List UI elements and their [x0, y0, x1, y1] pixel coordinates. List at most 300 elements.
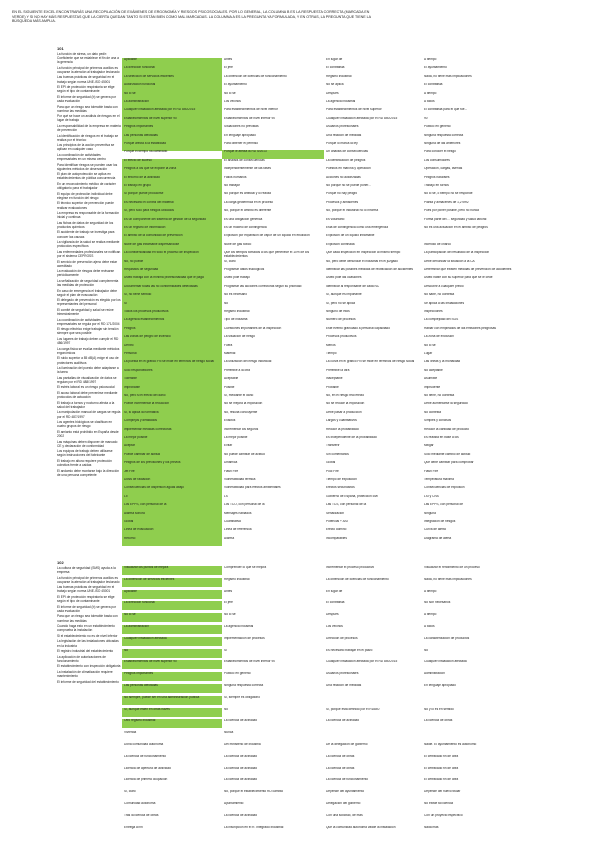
answer-cell: No lo se: [424, 343, 436, 347]
answer-cell: La participación del resultado de la inspección: [424, 251, 490, 255]
answer-cell: Los vecinos: [224, 100, 241, 103]
answer-cell: Nada más: [424, 825, 439, 829]
answer-cell: Cualquier instalación afectada: [424, 660, 467, 664]
correct-answer-cell: Porque le afecta la RD 5/2013: [222, 150, 324, 159]
correct-answer-cell: Alarma sonora: [122, 512, 222, 521]
answer-cell: Vulnerabilidad para efectos ambientales: [224, 486, 281, 490]
correct-answer-cell: La administración: [122, 625, 222, 634]
answer-cell: [324, 696, 422, 705]
correct-answer-cell: Peligros de los previsiones y los previos: [122, 461, 222, 470]
answer-cell: La licencia de funcionamiento: [124, 754, 166, 758]
question-text: La aplicación de autorizaciones de funcionamiento: [57, 654, 106, 663]
question-text: El trabajo a turnos y nocturno afecta a la salud del trabajador: [57, 400, 115, 409]
section-label-101: 101: [57, 46, 64, 51]
question-text: Los equipos de trabajo deben utilizarse según instrucciones del fabricante: [57, 449, 113, 458]
answer-cell: LSI y CNS: [424, 494, 439, 498]
answer-row: [122, 708, 583, 717]
question-text: El EPI de protección respiratoria se elige según el tipo de contaminante: [57, 85, 115, 94]
question-text: La coordinación de actividades empresariales en un mismo centro: [57, 152, 106, 162]
answer-cell: Administración: [424, 672, 445, 676]
answer-cell: A tiempo: [424, 58, 437, 61]
answer-cell: No se reduce la exposición: [326, 402, 365, 406]
answer-cell: No, en el riesgo real efecto: [326, 394, 365, 397]
answer-cell: Simples y concisos: [424, 419, 452, 423]
correct-answer-cell: Sí porque puede producirse: [122, 192, 222, 201]
answer-cell: No contesta: [424, 410, 442, 414]
question-text: Para que un riesgo sea tolerable basta con nombrar las medidas: [57, 614, 118, 623]
correct-answer-cell: Porque afecta a la estabilidad: [122, 142, 222, 151]
answer-cell: Procesos y almacenes: [326, 200, 359, 204]
answer-cell: Preferible a la otra: [224, 368, 251, 372]
correct-answer-cell: No, no puede: [122, 260, 222, 269]
question-text: La iluminación del puesto debe adaptarse a la tarea: [57, 366, 119, 375]
question-text: El establecimiento con inspección obligatoria: [57, 664, 121, 669]
answer-cell: Nada, no tiene más implicaciones: [424, 577, 472, 581]
answer-cell: Usted pide las ocasiones: [326, 276, 362, 280]
answer-cell: Para obtener el permiso: [224, 142, 259, 145]
answer-cell: Nadie. El ayuntamiento es autónomo: [424, 743, 477, 746]
answer-cell: Con un proyecto específico: [424, 813, 463, 817]
answer-cell: Nube de gas tóxico: [224, 242, 252, 246]
answer-cell: La agencia industrial: [224, 625, 254, 628]
answer-cell: Fuera: [224, 343, 233, 347]
question-text: Por qué se hace un análisis de riesgos en el lugar de trabajo: [57, 114, 120, 123]
answer-cell: La licencia de obras: [326, 766, 355, 770]
correct-answer-cell: Sí, aunque estén en otras naves: [122, 708, 222, 717]
answer-cell: Tipo de industria: [224, 318, 248, 322]
answer-cell: No y lo es en sentido: [424, 707, 454, 711]
answer-cell: No se mejora la exposición: [224, 402, 263, 406]
question-text: Las enfermedades profesionales se notifican por el sistema CEPROSS: [57, 249, 121, 258]
answer-cell: Puestos en marcha y operación: [326, 167, 371, 171]
question-text: El informe de seguridad del establecimiento: [57, 679, 119, 684]
answer-cell: No: [224, 301, 229, 305]
answer-cell: Los consumidores: [424, 158, 450, 162]
answer-cell: Pues por poner posible, pero no nunca: [424, 209, 479, 213]
answer-cell: Sólo mediante cambio de actitud: [424, 452, 471, 456]
answer-cell: Global: [326, 461, 336, 465]
answer-row: [122, 537, 583, 546]
answer-cell: El certificado fin de obra: [424, 766, 459, 770]
correct-answer-cell: No lo se: [122, 613, 222, 622]
correct-answer-cell: Documentar todas las no conformidades detectadas: [122, 285, 222, 294]
answer-cell: Debe pasar a producción: [326, 410, 362, 414]
answer-cell: Incrementar los seguros: [224, 427, 259, 431]
answer-cell: Establecimientos de nivel inferior 90: [224, 116, 276, 120]
question-text: La coordinación de actividades empresariales se regula por el RD 171/2004: [57, 317, 120, 326]
answer-cell: La zona de exclusión: [424, 335, 454, 339]
answer-cell: Que cada inspección en inspección al mismo tiempo: [326, 251, 401, 255]
question-text: La identificación de riesgos en el trabajo se realiza por el técnico: [57, 133, 119, 142]
answer-cell: Nada, no tiene más implicaciones: [424, 74, 472, 78]
correct-answer-cell: Sí, no tiene sentido: [122, 293, 222, 302]
answer-cell: A tiempo: [424, 589, 437, 593]
answer-cell: No puede cambiar de actitud: [224, 452, 265, 456]
correct-answer-cell: Aplicable: [122, 58, 222, 67]
answer-cell: Licencia de apertura de actividad: [124, 766, 171, 770]
correct-answer-cell: La dirección funcional: [122, 601, 222, 610]
answer-cell: Alarma: [224, 536, 235, 540]
answer-cell: La licencia de actividad: [224, 813, 257, 817]
intro-text: EN EL SIGUIENTE EXCEL ENCONTRARÁS UNA RECOPILACIÓN DE EXÁMENES DE ERGONOMÍA Y RIESGOS PSICOSOCIALES. POR LO GENERAL, LA COLUMNA B ES LA RESPUESTA CORRECTA (MARCADA EN VERDE) Y SI NO HAY MÁS RESPUESTAS QUE LA CIERTA QUEDAN TANTO SI ESTÁN BIEN COMO MAL MARCADAS. LA COLUMNA A ES LA PREGUNTA YA FORMULADA, Y EN OTRAS, LA PREGUNTA QUE TIENE LA BÚSQUEDA MÁS AMPLIA.: [12, 10, 371, 24]
answer-cell: Cuantitativa: [224, 520, 241, 523]
answer-cell: Nunca: [224, 731, 234, 735]
question-text: La cultura de seguridad (SMS) ayuda a la empresa: [57, 566, 116, 575]
answer-cell: Registro industrial: [326, 74, 352, 78]
question-text: Los principios de la acción preventiva se aplican en cualquier caso: [57, 143, 115, 152]
question-text: El registro industrial del establecimiento: [57, 649, 114, 654]
question-text: El andamio debe montarse bajo la dirección de una persona competente: [57, 468, 120, 477]
answer-cell: La licencia de obras: [326, 754, 355, 758]
answer-cell: Usuarios profesionales: [326, 672, 359, 676]
answer-cell: Operación, cargas, averías: [424, 167, 463, 171]
question-text: Las máquinas deben disponer de marcado CE y declaración de conformidad: [57, 439, 118, 448]
answer-cell: A todos: [424, 625, 435, 628]
answer-cell: Determinar que existen medidas de prevención de accidentes: [424, 268, 512, 271]
answer-cell: Hablar con empleados de las emisiones peligrosas: [424, 326, 496, 330]
answer-cell: La utilización del riesgo individual: [224, 360, 272, 364]
answer-cell: Identificar al responsable de cada NC: [326, 284, 380, 288]
answer-cell: No lo se: [224, 91, 236, 95]
answer-cell: Trabajo en turnos: [424, 184, 449, 187]
answer-cell: Menos: [326, 343, 336, 347]
answer-cell: Debe denunciar la situación a la CA: [424, 259, 475, 263]
correct-answer-cell: Las zonas de peligro de incendio: [122, 335, 222, 344]
answer-row: [122, 755, 583, 764]
answer-cell: Flash Fire: [224, 469, 239, 473]
answer-cell: Mensajes hablados: [224, 511, 252, 515]
answer-row: [122, 767, 583, 776]
answer-cell: Evitar: [224, 444, 233, 448]
question-text: La manipulación manual de cargas se regula por el RD 487/1997: [57, 410, 121, 419]
question-text: El informe de seguridad (b) se genera por cada evaluación: [57, 94, 117, 103]
answer-cell: Tras la licencia de obras: [124, 813, 159, 817]
question-text: Los lugares de trabajo deben cumplir el RD 486/1997: [57, 337, 119, 346]
correct-answer-cell: Visualizar los puntos de mejora: [122, 566, 222, 575]
question-text: La instalación de climatización requiere mantenimiento: [57, 669, 113, 679]
answer-cell: A tiempo: [424, 613, 437, 617]
answer-cell: El certificado fin de obra: [424, 754, 459, 758]
answer-row: [122, 660, 583, 669]
answer-cell: No, porque el industrial no lo informa: [326, 209, 379, 213]
correct-answer-cell: La agencia establecimientos: [122, 318, 222, 327]
answer-cell: Programar datos fisiológicos: [224, 268, 265, 271]
answer-cell: Sí, aunque es importante: [326, 293, 362, 297]
correct-answer-cell: Peligros importantes: [122, 672, 222, 681]
question-text: Los agentes biológicos se clasifican en cuatro grupos de riesgo: [57, 420, 113, 429]
answer-cell: Depende del ayuntamiento: [326, 790, 365, 794]
answer-row: [122, 672, 583, 681]
answer-cell: Asumible: [424, 377, 438, 381]
question-text: El informe de seguridad (b) se genera por cada evaluación: [57, 604, 117, 613]
answer-cell: La agencia industrial: [326, 100, 356, 103]
answer-row: [122, 731, 583, 740]
answer-cell: Registro industrial: [224, 577, 250, 581]
answer-cell: Señalización: [326, 511, 345, 515]
answer-cell: Los TCO, con personal de la: [224, 503, 265, 507]
answer-cell: Para establecimientos de nivel superior: [326, 108, 382, 112]
answer-cell: Probable: [326, 385, 339, 389]
question-text: El amianto está prohibido en España desde 2002: [57, 429, 119, 438]
answer-cell: No se aplica: [326, 83, 344, 87]
answer-row: [122, 684, 583, 693]
answer-cell: Explosión por expansión de vapor de un líquido en ebullición: [224, 234, 310, 238]
question-text: Las buenas prácticas de seguridad en el trabajo según norma UNE-ISO 45001: [57, 75, 115, 84]
answer-cell: Las líneas y la mortalidad: [424, 360, 461, 364]
question-text: El técnico superior de prevención puede realizar evaluaciones: [57, 201, 114, 210]
answer-cell: Peligros naturales: [424, 175, 450, 179]
question-text: La responsabilidad de la empresa en materia de prevención: [57, 123, 121, 132]
answer-cell: Dinámica: [224, 461, 238, 465]
correct-answer-cell: Tolerable: [122, 377, 222, 386]
correct-answer-cell: Retorno: [122, 537, 222, 546]
answer-cell: A todos: [424, 100, 435, 103]
answer-row: [122, 613, 583, 622]
question-text: La carga física se evalúa mediante métodos ergonómicos: [57, 346, 120, 355]
answer-cell: Preferible la otra: [326, 368, 350, 372]
answer-cell: La licencia de actividad: [224, 766, 257, 770]
question-text: Las pantallas de visualización de datos se regulan por el RD 488/1997: [57, 375, 117, 384]
answer-cell: Sí, pero no se aplica: [326, 301, 356, 305]
answer-cell: Incrementar el proceso productivo: [326, 566, 375, 569]
answer-row: [122, 637, 583, 646]
answer-cell: Tiempo: [326, 352, 337, 355]
question-text: La función principal de primeros auxilios es ocuparse la atención al trabajador lesionado: [57, 65, 120, 74]
answer-cell: Porque lo marca la ley: [326, 142, 358, 145]
question-text: El comité de seguridad y salud se reúne trimestralmente: [57, 307, 114, 317]
answer-cell: La licencia de actividad: [224, 754, 257, 758]
section-label-102: 102: [57, 560, 64, 565]
answer-cell: Es necesario trabajar en el plazo: [326, 648, 373, 652]
correct-answer-cell: Sólo respondedores: [122, 369, 222, 378]
correct-answer-cell: Usted trabaja con la mínima profesionalidad que le paga: [122, 276, 222, 285]
question-text: La vigilancia de la salud se realiza mediante protocolos específicos: [57, 240, 120, 249]
correct-answer-cell: Es necesario el control del material: [122, 201, 222, 210]
answer-cell: Posible: [224, 385, 235, 389]
answer-row: [122, 802, 583, 811]
answer-cell: Las TCS, con personal de la: [326, 503, 367, 507]
correct-answer-cell: Complejos y detallados: [122, 419, 222, 428]
correct-answer-cell: Aceptar: [122, 444, 222, 453]
answer-cell: No son necesarios: [424, 601, 451, 605]
question-text: El estrés laboral es un riesgo psicosocial: [57, 385, 115, 390]
question-text: El equipo de protección individual debe elegirse en función del riesgo: [57, 191, 113, 200]
correct-answer-cell: Peligros: [122, 327, 222, 336]
correct-answer-cell: Sí, si aplica la normativa: [122, 411, 222, 420]
correct-answer-cell: Establecimientos de nivel superior 90: [122, 117, 222, 126]
answer-cell: Cualquier instalación afectada por el RD 840/2015: [326, 660, 398, 664]
correct-answer-cell: Es un registro de información: [122, 226, 222, 235]
answer-cell: Cuestiones importantes de la inspección: [224, 326, 282, 330]
answer-cell: Porque el tiempo ha cambiado: [124, 150, 168, 154]
answer-cell: Incomparables: [326, 536, 347, 540]
answer-cell: Entrega al fin: [124, 825, 143, 829]
answer-cell: Establecimientos de nivel inferior 90: [224, 660, 276, 664]
question-text: El trabajo en altura requiere protección colectiva frente a caídas: [57, 458, 112, 467]
correct-answer-cell: Improbable: [122, 386, 222, 395]
answer-cell: Forma parte del ... seguridad y salud laboral: [424, 217, 487, 221]
answer-cell: La complejidad del SGS: [424, 318, 459, 322]
answer-cell: Es un modelo de contingencia: [224, 226, 267, 229]
answer-cell: Sí: [224, 648, 228, 652]
answer-cell: La identificación de peligros: [326, 158, 366, 162]
answer-cell: Descubrir a cualquier precio: [424, 284, 464, 288]
answer-cell: Gobierno de España, protección civil: [326, 494, 378, 498]
correct-answer-cell: El entorno de la actividad: [122, 176, 222, 185]
answer-cell: A tiempo: [424, 91, 437, 95]
answer-cell: Público en general: [424, 125, 451, 129]
question-text: El riesgo eléctrico exige trabajar sin tensión siempre que sea posible: [57, 327, 119, 336]
answer-cell: El análisis de consecuencias: [224, 158, 265, 162]
answer-cell: Vivienda: [124, 731, 137, 735]
answer-row: [122, 590, 583, 599]
correct-answer-cell: Las personas afectadas: [122, 134, 222, 143]
question-text: El servicio de prevención ajeno debe estar acreditado: [57, 259, 118, 268]
answer-cell: En lugar de: [326, 58, 343, 61]
answer-cell: Identificar las posibles medidas de rectificación de accidentes: [326, 268, 413, 271]
answer-cell: Comunidad autónoma: [124, 802, 156, 805]
answer-cell: No porque no se puede poner...: [326, 184, 371, 187]
answer-cell: La licencia de obras: [424, 719, 453, 723]
answer-cell: El contratista: [326, 601, 345, 605]
correct-answer-cell: Sí, pero solo para riesgos ubicados: [122, 209, 222, 218]
answer-cell: Implementación de procesos: [224, 636, 265, 640]
question-text: El acoso laboral debe prevenirse mediante protocolos de actuación: [57, 391, 118, 400]
answer-cell: No lo se: [224, 613, 236, 617]
answer-cell: Explosión de un líquido inflamable: [326, 234, 375, 238]
answer-cell: Es voluntario: [326, 217, 345, 221]
answer-cell: Registro industrial: [224, 310, 250, 313]
answer-cell: Mitigar: [424, 444, 434, 448]
answer-cell: Es una obligación genérica: [224, 217, 263, 221]
answer-cell: Efecto dominó: [326, 528, 347, 532]
answer-cell: Sí, mediante el daño: [224, 394, 254, 397]
answer-cell: Aceptable: [224, 377, 239, 381]
question-text: Para identificar riesgos se pueden usar los siguientes métodos de observación: [57, 162, 118, 171]
answer-cell: Lugar: [424, 352, 433, 355]
answer-cell: Situaciones no previstas: [224, 125, 259, 129]
answer-cell: No: [224, 707, 229, 711]
answer-cell: Material: [224, 352, 236, 355]
question-text: El ruido superior a 85 dB(A) exige el uso de protectores auditivos: [57, 356, 119, 365]
question-text: La evaluación de riesgos debe revisarse periódicamente: [57, 269, 115, 278]
answer-cell: El ayuntamiento: [224, 83, 247, 87]
answer-cell: Debe aumentarse la seguridad: [424, 402, 468, 406]
answer-cell: En lenguaje apropiado: [424, 684, 456, 687]
correct-answer-cell: Cualquier instalación afectada por el RD 840/2015: [122, 108, 222, 117]
answer-cell: Sí, claro: [224, 259, 236, 263]
answer-cell: Acciones no autorizadas: [326, 175, 361, 179]
answer-cell: El contratista para el que fue...: [424, 108, 468, 112]
answer-cell: Inspecciones: [424, 310, 443, 313]
answer-cell: No, porque el ámbito es diferente: [224, 209, 272, 213]
question-text: La empresa es responsable de la formación inicial y continua: [57, 211, 120, 220]
question-text: Para que un riesgo sea tolerable basta con nombrar las medidas: [57, 104, 118, 113]
correct-answer-cell: Establecimientos de nivel superior 90: [122, 660, 222, 669]
answer-cell: La licencia de actividad: [224, 778, 257, 782]
correct-answer-cell: El efecto de suceso: [122, 159, 222, 168]
answer-cell: Independientemente de las fases: [224, 167, 271, 171]
answer-cell: Visualizar el rendimiento de un proceso: [424, 566, 480, 569]
answer-cell: Transferir: [326, 444, 340, 448]
answer-cell: Ninguna respuesta correcta: [424, 133, 464, 137]
correct-answer-cell: Autorización funcional: [122, 83, 222, 92]
correct-answer-cell: No lo se: [122, 92, 222, 101]
correct-answer-cell: Peligros importantes: [122, 125, 222, 134]
answer-cell: No es necesario: [224, 293, 248, 297]
answer-cell: No, porque el establecimiento RD cambia: [224, 790, 283, 794]
answer-cell: Porque no hay peligro: [326, 192, 358, 196]
question-text: Si el establecimiento no es de nivel inferior: [57, 633, 118, 638]
answer-cell: No existe tal licencia: [424, 802, 454, 805]
correct-answer-cell: No: [122, 649, 222, 658]
answer-cell: Es realista en base a los: [424, 436, 459, 439]
correct-answer-cell: La selección de servicios eficientes: [122, 75, 222, 84]
answer-row: [122, 826, 583, 835]
question-text: Cuando haga esto en un establecimiento comprueba la instalación: [57, 624, 115, 633]
answer-cell: Delegación del gobierno: [326, 802, 361, 805]
answer-cell: El contratista: [326, 66, 345, 70]
answer-cell: Licencia de primera ocupación: [124, 778, 168, 782]
answer-row: [122, 578, 583, 587]
answer-cell: Número de procesos: [326, 318, 356, 322]
correct-answer-cell: Consecuencias de dispersión aguas abajo: [122, 486, 222, 495]
answer-row: [122, 719, 583, 728]
answer-cell: La obtención de licencias de funcionamiento: [326, 577, 389, 581]
answer-cell: No, resulta concluyente: [224, 410, 258, 414]
answer-cell: No sabe, no contesta: [424, 293, 455, 297]
answer-cell: Del ministerio de industria: [224, 743, 261, 746]
answer-cell: Diagrama de alerta: [424, 536, 452, 540]
answer-cell: Curva de alerta: [424, 528, 446, 532]
answer-cell: Ninguna de las anteriores: [424, 142, 461, 145]
answer-cell: Después: [326, 91, 339, 95]
answer-cell: La licencia de actividad: [224, 719, 257, 723]
answer-cell: 90: [424, 116, 428, 120]
answer-cell: El jefe: [224, 66, 233, 70]
answer-cell: La carga geotérmica en el proceso: [224, 200, 274, 204]
answer-cell: El contratista: [424, 83, 443, 87]
question-text: El delegado de prevención es elegido por los representantes del personal: [57, 298, 121, 307]
answer-cell: Usted pide trabajo: [224, 276, 250, 280]
answer-cell: La mejor posible: [224, 436, 248, 439]
correct-answer-cell: La confidencialidad en todo el proceso de inspección: [122, 251, 222, 260]
answer-cell: La situación de riesgo: [224, 335, 256, 339]
answer-cell: Que los tiempos tomados a los que pertenece el 10% de los establecimientos: [224, 251, 310, 259]
correct-answer-cell: No siempre, puede ser en una administración pública: [122, 696, 222, 705]
answer-cell: Exactos: [224, 419, 236, 423]
correct-answer-cell: Personal: [122, 352, 222, 361]
question-text: El accidente de trabajo se investiga para conocer las causas: [57, 230, 115, 239]
answer-cell: Después: [326, 613, 339, 617]
answer-cell: Una relación de medidas: [326, 133, 362, 137]
answer-cell: No porque es artificial y lo realiza: [224, 192, 271, 196]
answer-cell: La curva en el gráfico FN se mide en términos de riesgo social: [326, 360, 415, 364]
answer-cell: [422, 731, 531, 740]
correct-answer-cell: Los EPPS, con personal de la: [122, 503, 222, 512]
answer-cell: Integración de riesgos: [424, 520, 456, 523]
question-text: Las buenas prácticas de seguridad en el trabajo según norma UNE-ISO 45001: [57, 585, 115, 594]
question-text: El plan de autoprotección se aplica en establecimientos de pública concurrencia: [57, 172, 116, 181]
answer-cell: Para conocer el riesgo: [424, 150, 456, 154]
answer-cell: Ninguna: [424, 511, 436, 515]
correct-answer-cell: El ámbito de la comunidad de prevención: [122, 234, 222, 243]
answer-cell: En lugar de: [326, 589, 343, 593]
answer-cell: Incendio de charco: [424, 242, 451, 246]
answer-cell: La obtención de licencias de funcionamiento: [224, 74, 287, 78]
answer-cell: Que la comunidad autónoma valide la instalación: [326, 825, 396, 829]
answer-cell: Una relación de medidas: [326, 684, 362, 687]
